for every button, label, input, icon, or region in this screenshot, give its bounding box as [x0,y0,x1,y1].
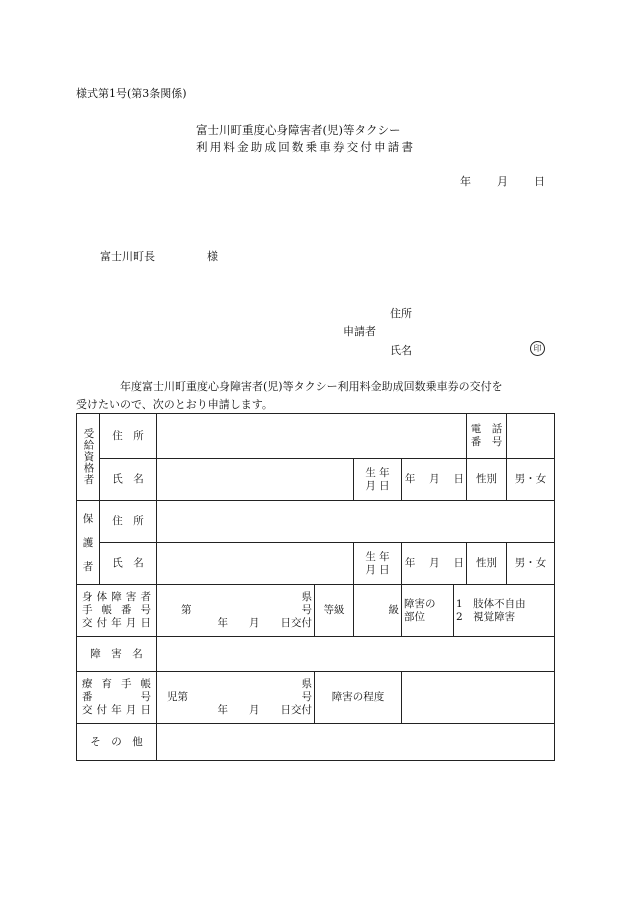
disability-part-options[interactable]: 1 肢体不自由 2 視覚障害 [454,585,555,637]
guardian-birth-field[interactable]: 年 月 日 [402,543,467,585]
seal-icon [530,341,545,356]
qualified-person-label: 受給資格者 [77,414,100,501]
address-label: 住 所 [100,414,157,459]
physical-cert-label: 身体障害者 手帳番号 交付年月日 [77,585,157,637]
form-number: 様式第1号(第3条関係) [76,87,187,100]
applicant-address-label: 住所 [390,307,412,320]
application-table [76,413,555,761]
addressee-suffix: 様 [207,250,218,263]
guardian-sex-label: 性別 [467,543,507,585]
guardian-name-field[interactable] [157,543,354,585]
title-line-1: 富士川町重度心身障害者(児)等タクシー [196,123,401,137]
grade-label: 等級 [315,585,354,637]
applicant-name-label: 氏名 [390,344,412,357]
physical-cert-field[interactable]: 県 第 号 年 月 日交付 [157,585,315,637]
body-line-1: 年度富士川町重度心身障害者(児)等タクシー利用料金助成回数乗車券の交付を [120,380,503,393]
date-month: 月 [497,175,508,188]
phone-field[interactable] [507,414,555,459]
seal-mark: 印 [530,341,545,356]
disability-part-label: 障害の 部位 [402,585,454,637]
rehab-cert-field[interactable]: 県 児第 号 年 月 日交付 [157,672,315,724]
disability-name-label: 障 害 名 [77,637,157,672]
guardian-address-field[interactable] [157,501,555,543]
title-line-2: 利用料金助成回数乗車券交付申請書 [196,140,416,154]
birth-field[interactable]: 年 月 日 [402,459,467,501]
name-label: 氏 名 [100,459,157,501]
addressee: 富士川町長 [100,250,155,263]
name-field[interactable] [157,459,354,501]
phone-label: 電 話 番 号 [467,414,507,459]
date-day: 日 [534,175,545,188]
rehab-cert-label: 療育手帳 番 号 交付年月日 [77,672,157,724]
date-year: 年 [460,175,471,188]
sex-field[interactable]: 男・女 [507,459,555,501]
sex-label: 性別 [467,459,507,501]
guardian-address-label: 住 所 [100,501,157,543]
disability-degree-label: 障害の程度 [315,672,402,724]
guardian-label: 保 護 者 [77,501,100,585]
applicant-label: 申請者 [343,325,376,338]
guardian-sex-field[interactable]: 男・女 [507,543,555,585]
guardian-birth-label: 生 年 月 日 [354,543,402,585]
other-label: そ の 他 [77,724,157,761]
other-field[interactable] [157,724,555,761]
address-field[interactable] [157,414,467,459]
guardian-name-label: 氏 名 [100,543,157,585]
grade-field[interactable]: 級 [354,585,402,637]
body-line-2: 受けたいので、次のとおり申請します。 [76,398,273,411]
disability-degree-field[interactable] [402,672,555,724]
birth-label: 生 年 月 日 [354,459,402,501]
disability-name-field[interactable] [157,637,555,672]
